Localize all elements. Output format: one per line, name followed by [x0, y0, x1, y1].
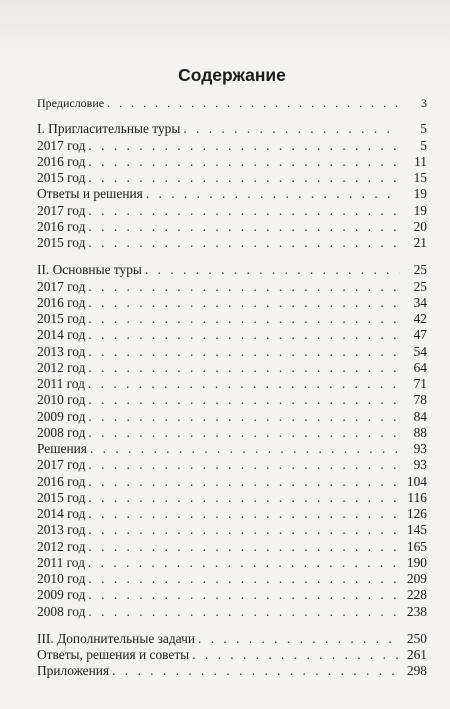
toc-entry[interactable]: [37, 555, 427, 571]
toc-entry[interactable]: [37, 506, 427, 522]
toc-entry-page: 3: [421, 96, 427, 110]
toc-entry[interactable]: [37, 327, 427, 343]
dot-leader: [146, 186, 400, 202]
dot-leader: [88, 279, 400, 295]
toc-entry-label: 2013 год: [37, 343, 86, 359]
toc-entry[interactable]: [37, 522, 427, 538]
toc-entry[interactable]: [37, 425, 427, 441]
toc-entry[interactable]: [37, 490, 427, 506]
dot-leader: [88, 360, 400, 376]
toc-entry-page: 165: [406, 538, 427, 554]
toc-entry[interactable]: [37, 647, 427, 663]
toc-entry-page: 250: [406, 630, 427, 646]
toc-entry[interactable]: [37, 121, 427, 137]
toc-entry[interactable]: [37, 279, 427, 295]
toc-entry-page: 190: [406, 554, 427, 570]
dot-leader: [88, 457, 400, 473]
toc-entry-label: 2014 год: [37, 327, 86, 343]
toc-entry-page: 126: [406, 506, 427, 521]
toc-entry-label: III. Дополнительные задачи: [37, 630, 195, 646]
dot-leader: [88, 555, 400, 571]
toc-entry[interactable]: [37, 262, 427, 278]
dot-leader: [88, 138, 400, 154]
toc-entry-label: 2016 год: [37, 153, 86, 169]
dot-leader: [88, 522, 400, 538]
toc-entry-label: 2015 год: [37, 170, 86, 185]
toc-entry-page: 228: [406, 587, 427, 603]
toc-entry[interactable]: [37, 441, 427, 457]
toc-entry-label: Ответы, решения и советы: [37, 647, 190, 662]
toc-entry-label: 2012 год: [37, 359, 86, 375]
dot-leader: [183, 121, 400, 137]
toc-entry-label: 2011 год: [37, 376, 85, 391]
dot-leader: [88, 506, 400, 522]
toc-entry-label: 2015 год: [37, 311, 86, 326]
dot-leader: [88, 235, 400, 251]
toc-entry-preface[interactable]: [37, 95, 427, 111]
toc-entry-label: II. Основные туры: [37, 262, 142, 278]
toc-entry-page: 34: [413, 294, 427, 310]
toc-entry[interactable]: [37, 154, 427, 170]
dot-leader: [88, 311, 400, 327]
toc-entry-label: 2015 год: [37, 489, 86, 505]
dot-leader: [88, 571, 400, 587]
toc-entry-label: Приложения: [37, 663, 110, 679]
toc-entry-page: 47: [413, 327, 427, 343]
toc-entry-page: 104: [406, 473, 427, 489]
dot-leader: [88, 376, 400, 392]
toc-entry-page: 261: [406, 647, 427, 662]
toc-entry[interactable]: [37, 663, 427, 679]
dot-leader: [88, 409, 400, 425]
toc-entry[interactable]: [37, 344, 427, 360]
toc-entry-label: 2012 год: [37, 538, 86, 554]
toc-entry-label: Решения: [37, 441, 87, 456]
dot-leader: [90, 441, 400, 457]
dot-leader: [88, 539, 400, 555]
dot-leader: [88, 154, 400, 170]
toc-entry-page: 78: [413, 392, 427, 408]
toc-entry-page: 54: [413, 343, 427, 359]
previous-page-bleed: [0, 0, 450, 60]
toc-entry-label: 2016 год: [37, 218, 86, 234]
dot-leader: [112, 663, 400, 679]
toc-entry[interactable]: [37, 604, 427, 620]
toc-entry[interactable]: [37, 474, 427, 490]
toc-entry-label: 2013 год: [37, 522, 86, 538]
toc-section-additional: [37, 631, 427, 680]
dot-leader: [88, 425, 400, 441]
toc-entry-label: 2011 год: [37, 554, 85, 570]
toc-entry-label: 2017 год: [37, 137, 86, 153]
toc-entry-page: 20: [413, 218, 427, 234]
toc-entry[interactable]: [37, 376, 427, 392]
toc-entry-page: 5: [420, 121, 427, 137]
toc-entry[interactable]: [37, 457, 427, 473]
toc-entry[interactable]: [37, 219, 427, 235]
toc-entry-page: 238: [406, 603, 427, 619]
toc-entry-page: 25: [413, 262, 427, 278]
dot-leader: [88, 490, 400, 506]
toc-section-invitational: [37, 121, 427, 251]
toc-entry-label: 2008 год: [37, 424, 86, 440]
toc-entry[interactable]: [37, 539, 427, 555]
dot-leader: [88, 344, 400, 360]
page-title: Содержание: [178, 65, 286, 85]
dot-leader: [88, 392, 400, 408]
toc-entry-page: 93: [413, 457, 427, 473]
toc-entry-page: 11: [414, 153, 427, 169]
toc-entry-label: 2017 год: [37, 202, 86, 218]
toc-entry[interactable]: [37, 311, 427, 327]
toc-entry[interactable]: [37, 235, 427, 251]
toc-entry[interactable]: [37, 392, 427, 408]
toc-entry[interactable]: [37, 138, 427, 154]
toc-entry-label: I. Пригласительные туры: [37, 121, 181, 137]
toc-page: [37, 55, 427, 680]
toc-entry-page: 25: [413, 278, 427, 294]
dot-leader: [88, 170, 400, 186]
toc-entry-page: 145: [406, 522, 427, 538]
toc-entry-page: 21: [413, 235, 427, 250]
dot-leader: [192, 647, 400, 663]
toc-entry-page: 209: [406, 571, 427, 586]
toc-entry-page: 116: [407, 489, 427, 505]
toc-entry-page: 19: [413, 202, 427, 218]
toc-entry-page: 15: [413, 170, 427, 185]
dot-leader: [198, 631, 400, 647]
dot-leader: [145, 262, 400, 278]
toc-entry[interactable]: [37, 295, 427, 311]
dot-leader: [88, 219, 400, 235]
toc-entry-label: 2017 год: [37, 278, 86, 294]
toc-entry-label: Ответы и решения: [37, 186, 143, 202]
toc-entry-label: 2015 год: [37, 235, 86, 250]
toc-entry-label: 2017 год: [37, 457, 86, 473]
toc-entry[interactable]: [37, 203, 427, 219]
toc-entry-page: 19: [413, 186, 427, 202]
toc-entry-label: 2016 год: [37, 473, 86, 489]
toc-entry[interactable]: [37, 186, 427, 202]
toc-entry[interactable]: [37, 631, 427, 647]
toc-section-main: [37, 262, 427, 620]
dot-leader: [88, 604, 400, 620]
toc-entry-page: 93: [413, 441, 427, 456]
dot-leader: [88, 327, 400, 343]
dot-leader: [88, 474, 400, 490]
toc-entry[interactable]: [37, 360, 427, 376]
toc-entry-label: 2009 год: [37, 408, 86, 424]
dot-leader: [88, 203, 400, 219]
toc-entry-label: 2008 год: [37, 603, 86, 619]
toc-entry[interactable]: [37, 170, 427, 186]
toc-entry-page: 64: [413, 359, 427, 375]
toc-entry-page: 298: [406, 663, 427, 679]
toc-entry-label: 2014 год: [37, 506, 86, 521]
toc-entry[interactable]: [37, 571, 427, 587]
toc-entry-page: 88: [413, 424, 427, 440]
dot-leader: [107, 95, 400, 111]
toc-entry-page: 5: [420, 137, 427, 153]
toc-entry-label: 2009 год: [37, 587, 86, 603]
toc-entry-page: 84: [413, 408, 427, 424]
toc-entry[interactable]: [37, 587, 427, 603]
toc-entry[interactable]: [37, 409, 427, 425]
toc-entry-label: Предисловие: [37, 96, 105, 110]
dot-leader: [88, 587, 400, 603]
toc-entry-label: 2010 год: [37, 571, 86, 586]
toc-entry-label: 2010 год: [37, 392, 86, 408]
toc-entry-page: 42: [413, 311, 427, 326]
toc-entry-page: 71: [413, 376, 427, 391]
toc-entry-label: 2016 год: [37, 294, 86, 310]
dot-leader: [88, 295, 400, 311]
